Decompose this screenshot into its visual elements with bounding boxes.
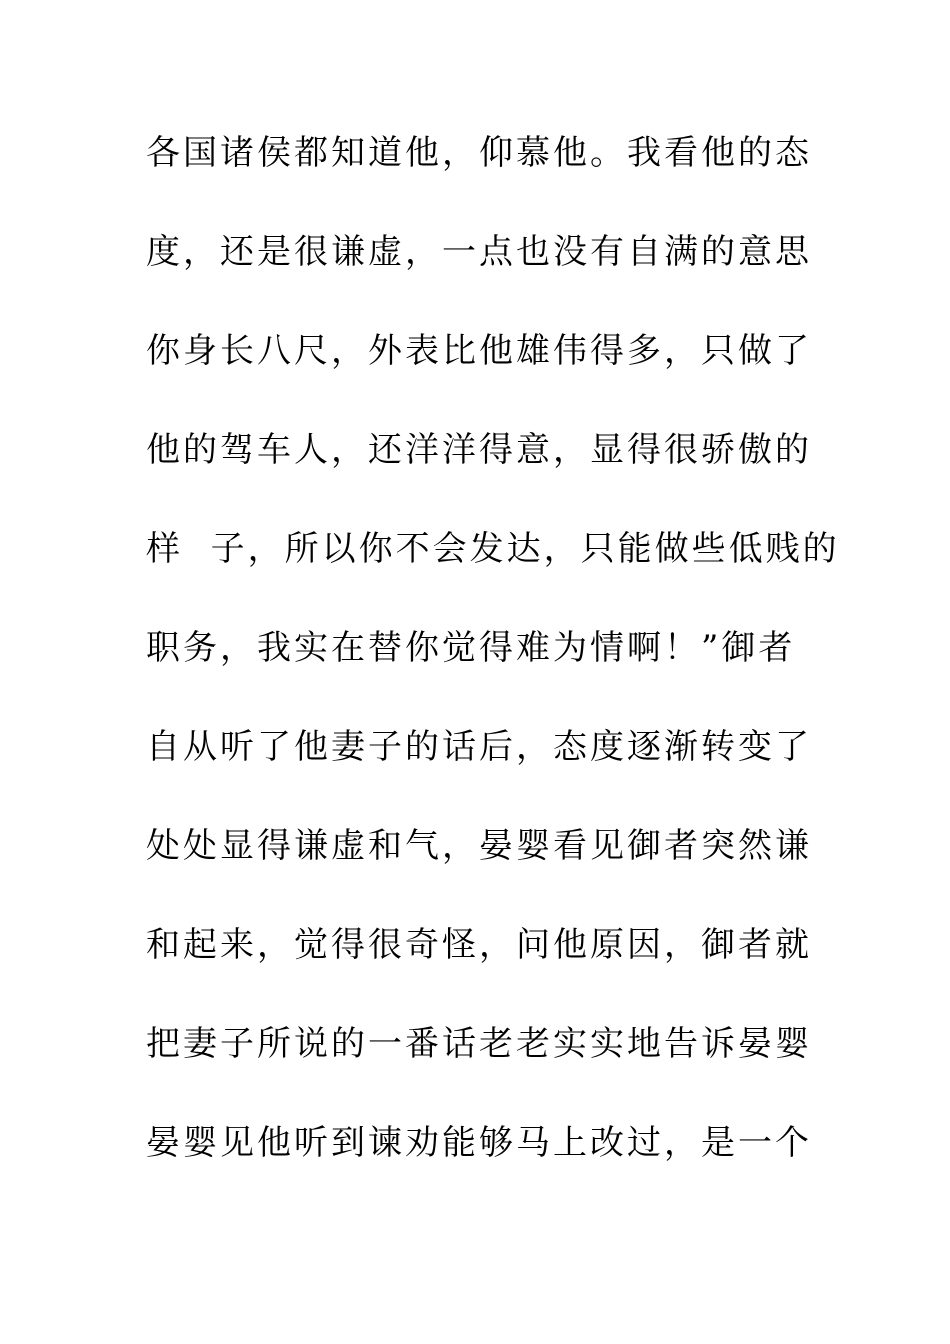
text-line: 度，还是很谦虚，一点也没有自满的意思	[146, 232, 812, 272]
body-text	[146, 128, 840, 1217]
text-line: 晏婴见他听到谏劝能够马上改过，是一个	[146, 1123, 812, 1163]
text-line: 职务，我实在替你觉得难为情啊！”御者	[146, 628, 796, 668]
text-line: 他的驾车人，还洋洋得意，显得很骄傲的	[146, 430, 812, 470]
text-line: 你身长八尺，外表比他雄伟得多，只做了	[146, 331, 812, 371]
text-line: 处处显得谦虚和气，晏婴看见御者突然谦	[146, 826, 812, 866]
text-line: 把妻子所说的一番话老老实实地告诉晏婴	[146, 1024, 812, 1064]
text-line: 自从听了他妻子的话后，态度逐渐转变了	[146, 727, 812, 767]
text-line: 各国诸侯都知道他，仰慕他。我看他的态	[146, 133, 812, 173]
text-line: 样 子，所以你不会发达，只能做些低贱的	[146, 529, 840, 569]
text-line: 和起来，觉得很奇怪，问他原因，御者就	[146, 925, 812, 965]
